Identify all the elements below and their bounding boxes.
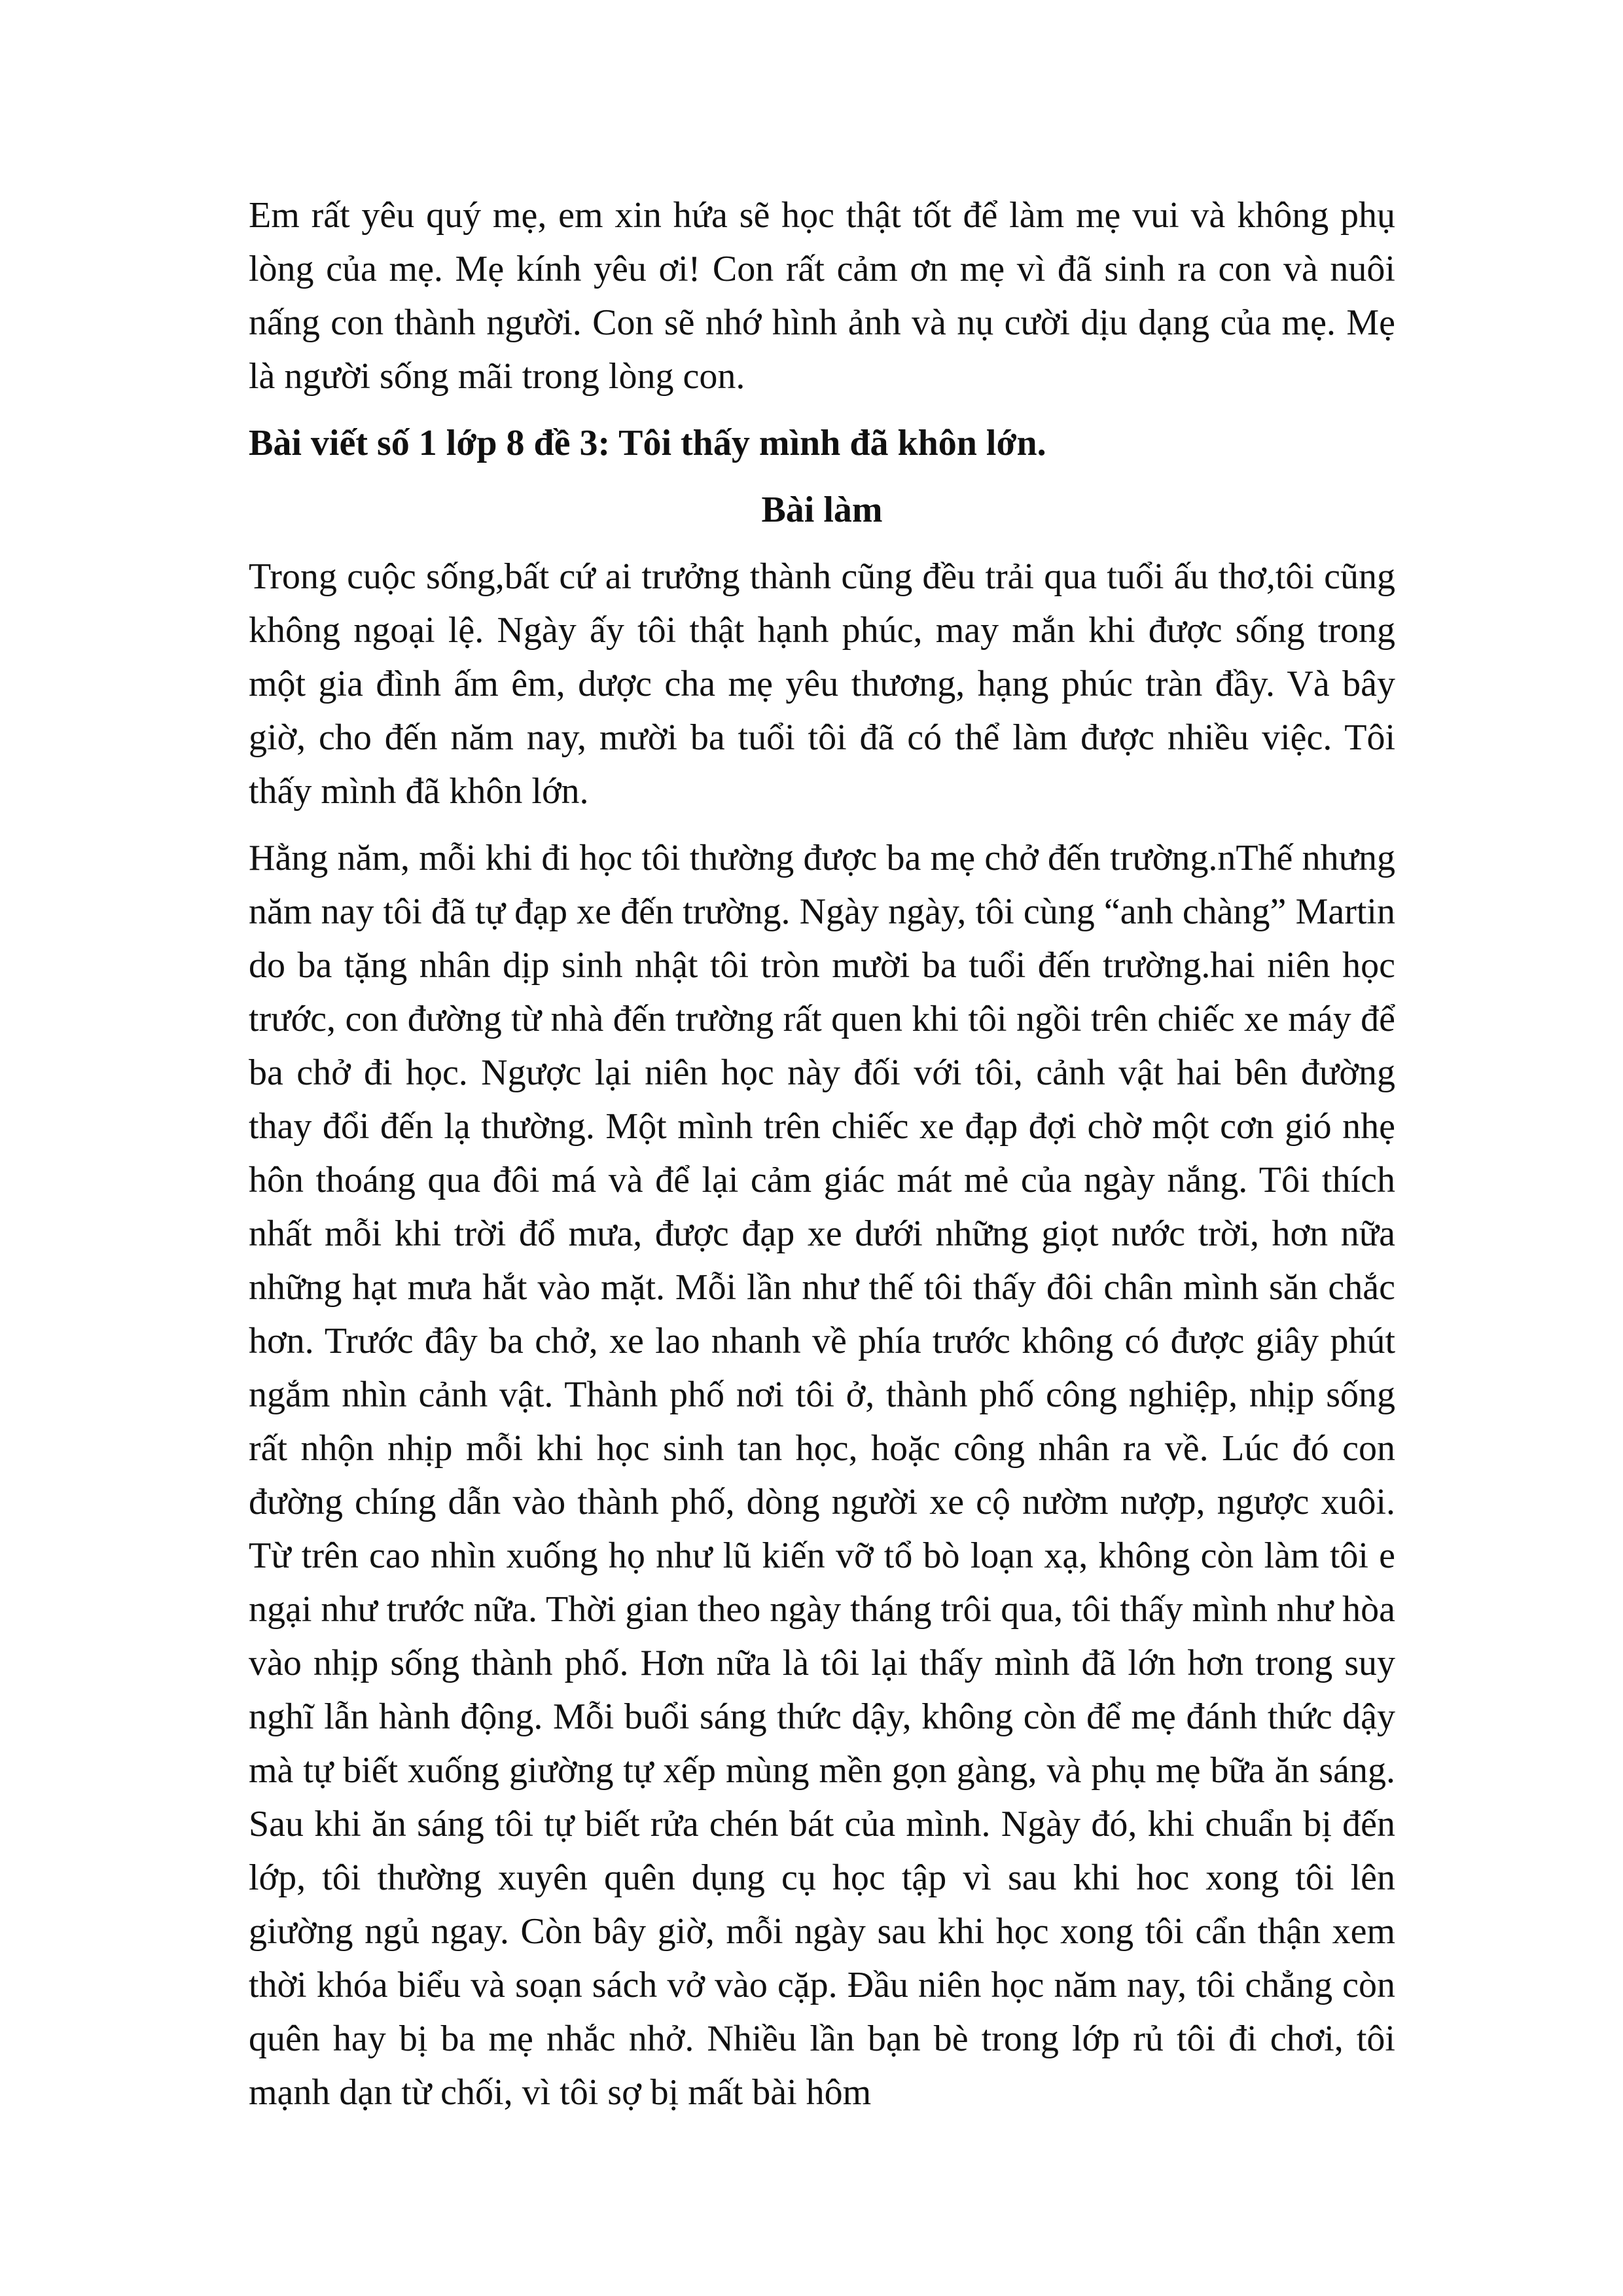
- essay-heading: Bài viết số 1 lớp 8 đề 3: Tôi thấy mình đã khôn lớn.: [249, 423, 1046, 463]
- essay-paragraph-2: Hằng năm, mỗi khi đi học tôi thường được ba mẹ chở đến trường.nThế nhưng năm nay tôi đã tự đạp xe đến trường. Ngày ngày, tôi cùng “anh chàng” Martin do ba tặng nhân dịp sinh nhật tôi tròn mười ba tuổi đến trường.hai niên học trước, con đường từ nhà đến trường rất quen khi tôi ngồi trên chiếc xe máy để ba chở đi học. Ngược lại niên học này đối với tôi, cảnh vật hai bên đường thay đổi đến lạ thường. Một mình trên chiếc xe đạp đợi chờ một cơn gió nhẹ hôn thoáng qua đôi má và để lại cảm giác mát mẻ của ngày nắng. Tôi thích nhất mỗi khi trời đổ mưa, được đạp xe dưới những giọt nước trời, hơn nữa những hạt mưa hắt vào mặt. Mỗi lần như thế tôi thấy đôi chân mình săn chắc hơn. Trước đây ba chở, xe lao nhanh về phía trước không có được giây phút ngắm nhìn cảnh vật. Thành phố nơi tôi ở, thành phố công nghiệp, nhịp sống rất nhộn nhịp mỗi khi học sinh tan học, hoặc công nhân ra về. Lúc đó con đường chíng dẫn vào thành phố, dòng người xe cộ nườm nượp, ngược xuôi. Từ trên cao nhìn xuống họ như lũ kiến vỡ tổ bò loạn xạ, không còn làm tôi e ngại như trước nữa. Thời gian theo ngày tháng trôi qua, tôi thấy mình như hòa vào nhịp sống thành phố. Hơn nữa là tôi lại thấy mình đã lớn hơn trong suy nghĩ lẫn hành động. Mỗi buổi sáng thức dậy, không còn để mẹ đánh thức dậy mà tự biết xuống giường tự xếp mùng mền gọn gàng, và phụ mẹ bữa ăn sáng. Sau khi ăn sáng tôi tự biết rửa chén bát của mình. Ngày đó, khi chuẩn bị đến lớp, tôi thường xuyên quên dụng cụ học tập vì sau khi hoc xong tôi lên giường ngủ ngay. Còn bây giờ, mỗi ngày sau khi học xong tôi cẩn thận xem thời khóa biểu và soạn sách vở vào cặp. Đầu niên học năm nay, tôi chẳng còn quên hay bị ba mẹ nhắc nhở. Nhiều lần bạn bè trong lớp rủ tôi đi chơi, tôi mạnh dạn từ chối, vì tôi sợ bị mất bài hôm: [249, 838, 1395, 2113]
- document-body: [249, 188, 1395, 2132]
- intro-paragraph: Em rất yêu quý mẹ, em xin hứa sẽ học thật tốt để làm mẹ vui và không phụ lòng của mẹ. Mẹ kính yêu ơi! Con rất cảm ơn mẹ vì đã sinh ra con và nuôi nấng con thành người. Con sẽ nhớ hình ảnh và nụ cười dịu dạng của mẹ. Mẹ là người sống mãi trong lòng con.: [249, 195, 1395, 397]
- essay-paragraph-1: Trong cuộc sống,bất cứ ai trưởng thành cũng đều trải qua tuổi ấu thơ,tôi cũng không ngoại lệ. Ngày ấy tôi thật hạnh phúc, may mắn khi được sống trong một gia đình ấm êm, dược cha mẹ yêu thương, hạng phúc tràn đầy. Và bây giờ, cho đến năm nay, mười ba tuổi tôi đã có thể làm được nhiều việc. Tôi thấy mình đã khôn lớn.: [249, 556, 1395, 812]
- essay-subheading: Bài làm: [761, 490, 883, 530]
